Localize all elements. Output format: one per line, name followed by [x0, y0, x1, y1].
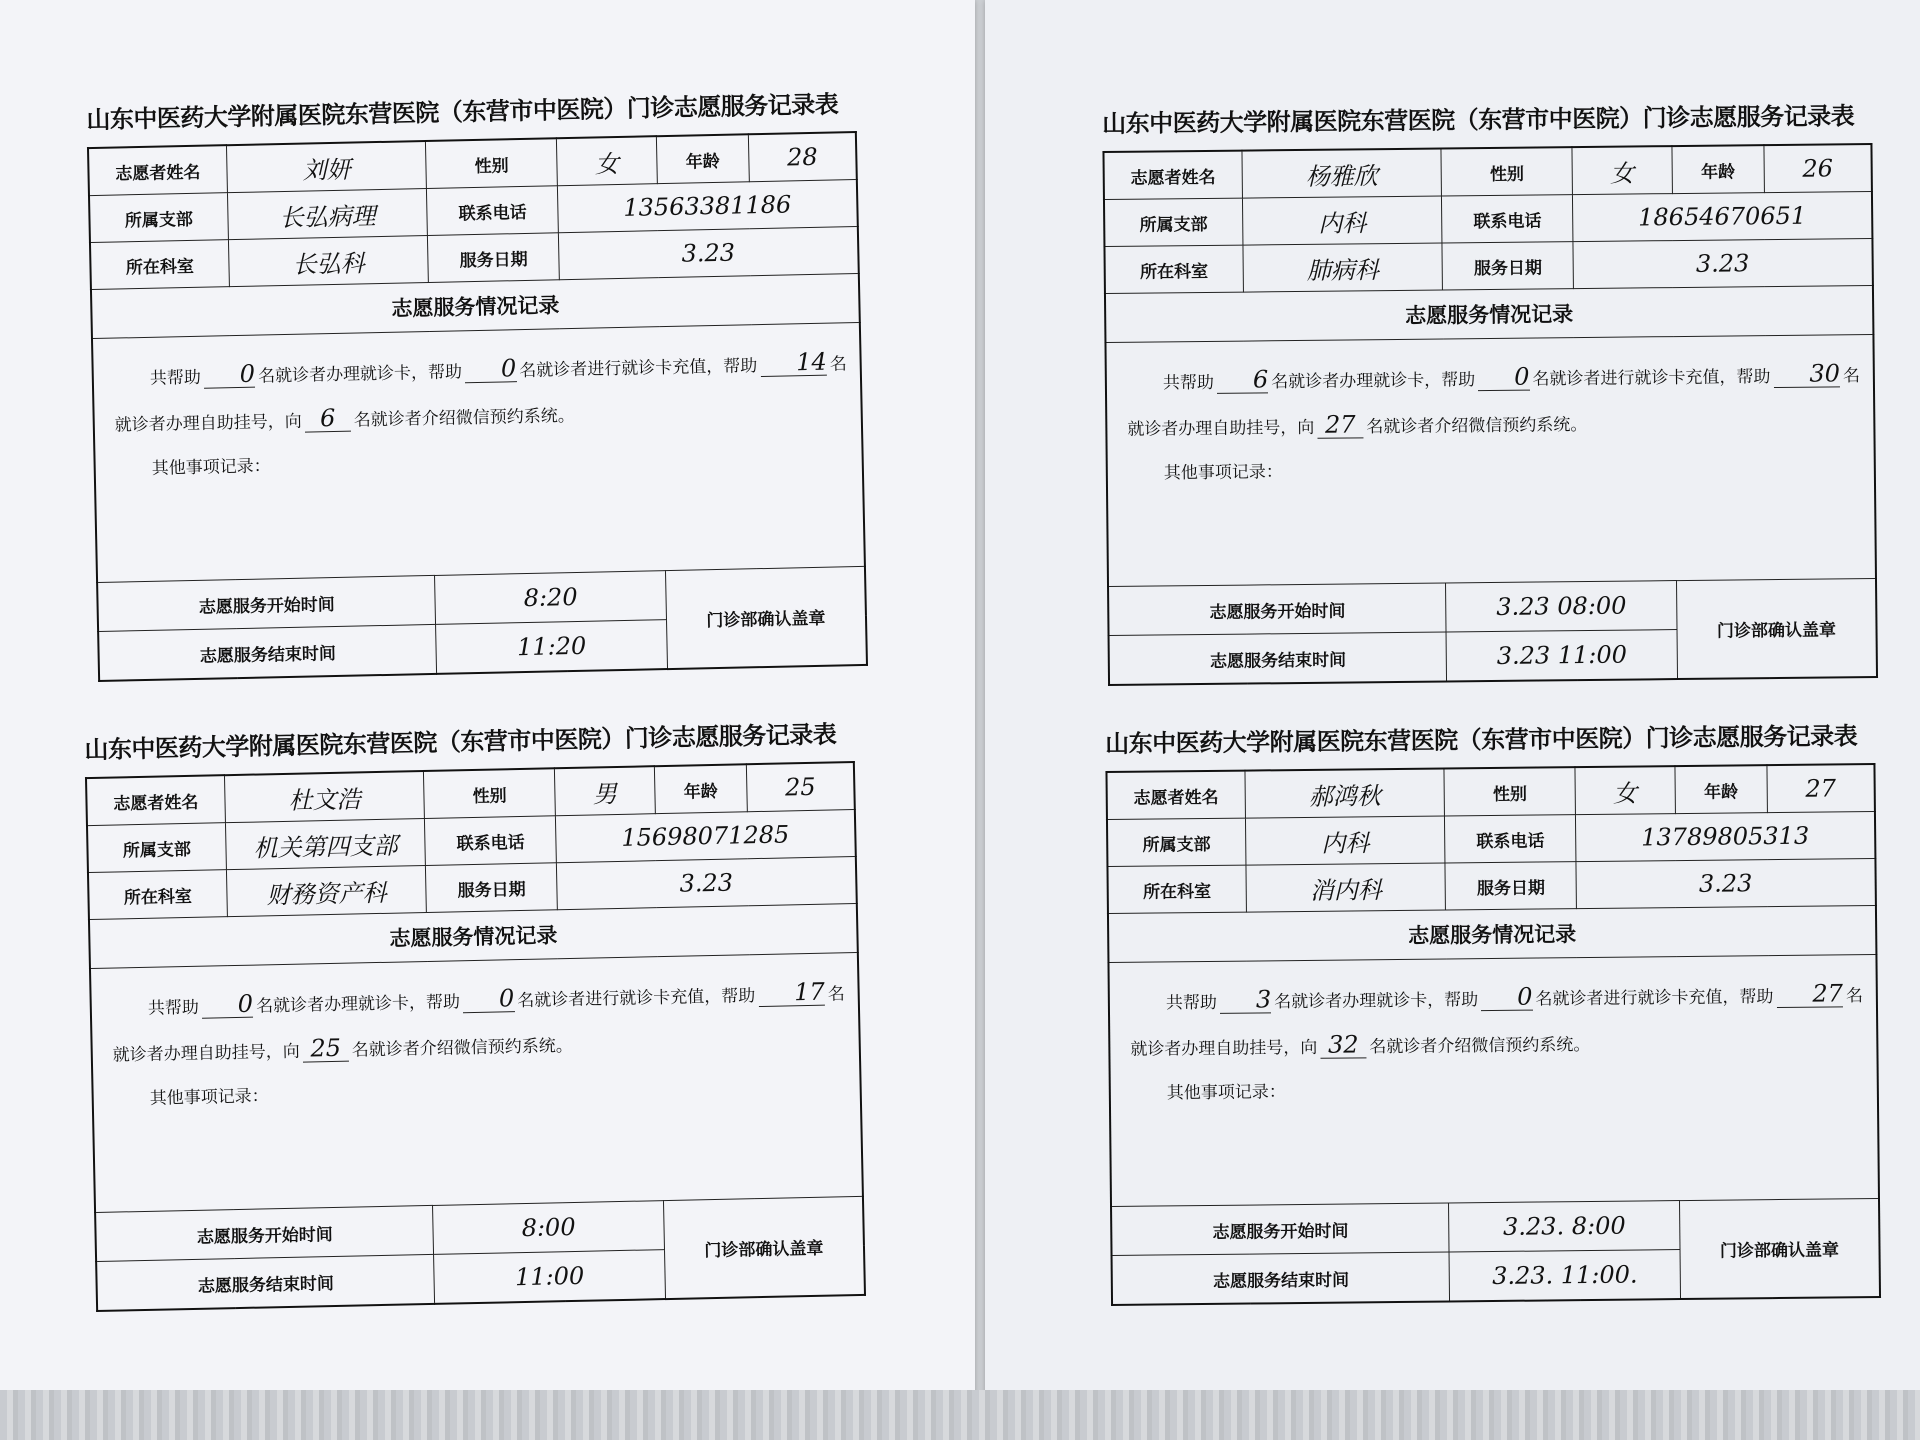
label-age: 年龄: [656, 134, 749, 183]
value-end-time: 11:20: [436, 620, 667, 674]
volunteer-record-form-2: [1102, 96, 1878, 686]
other-notes-label: 其他事项记录：: [149, 1086, 269, 1109]
value-date: 3.23: [556, 856, 856, 909]
value-selfreg: 27: [1776, 980, 1843, 1008]
value-age: 27: [1767, 764, 1875, 813]
label-age: 年龄: [1672, 145, 1765, 193]
section-heading: 志愿服务情况记录: [91, 273, 860, 338]
volunteer-record-form-4: [1105, 716, 1881, 1306]
label-start-time: 志愿服务开始时间: [1108, 583, 1446, 636]
row-branch: [1107, 811, 1875, 866]
label-age: 年龄: [1675, 765, 1768, 813]
label-gender: 性别: [426, 138, 558, 188]
text-t4: 名: [1842, 366, 1861, 387]
value-start-time: 8:20: [435, 571, 666, 625]
stamp-cell: 门诊部确认盖章: [1679, 1198, 1880, 1299]
label-phone: 联系电话: [427, 186, 559, 236]
text-t3: 名就诊者进行就诊卡充值，帮助: [519, 356, 758, 382]
value-branch: 长弘病理: [227, 189, 428, 240]
text-t2: 名就诊者办理就诊卡，帮助: [1274, 990, 1479, 1013]
text-t6: 名就诊者介绍微信预约系统。: [353, 405, 575, 431]
text-t5: 就诊者办理自助挂号，向: [114, 411, 302, 436]
label-start-time: 志愿服务开始时间: [97, 575, 436, 631]
label-date: 服务日期: [1445, 862, 1576, 910]
label-gender: 性别: [424, 768, 556, 818]
service-record-text: [92, 322, 865, 582]
label-date: 服务日期: [1442, 242, 1573, 290]
record-line-2: [1130, 1019, 1856, 1073]
text-t1: 共帮助: [149, 367, 202, 389]
row-record-body: [92, 322, 865, 582]
stamp-cell: 门诊部确认盖章: [1676, 578, 1877, 679]
value-phone: 15698071285: [555, 810, 855, 863]
label-branch: 所属支部: [87, 823, 226, 873]
value-name: 郝鸿秋: [1245, 768, 1445, 818]
value-start-time: 8:00: [433, 1201, 664, 1255]
record-table: [85, 761, 866, 1312]
text-t2: 名就诊者办理就诊卡，帮助: [255, 992, 461, 1017]
stamp-cell: 门诊部确认盖章: [665, 566, 867, 669]
text-t3: 名就诊者进行就诊卡充值，帮助: [517, 986, 756, 1012]
label-phone: 联系电话: [1445, 815, 1576, 863]
row-start-time: [1111, 1198, 1879, 1255]
value-dept: 消内科: [1246, 863, 1446, 912]
value-wechat: 32: [1320, 1031, 1366, 1058]
label-dept: 所在科室: [88, 870, 227, 920]
value-gender: 男: [554, 766, 655, 816]
text-t6: 名就诊者介绍微信预约系统。: [351, 1035, 573, 1061]
value-selfreg: 30: [1773, 360, 1840, 388]
value-end-time: 11:00: [434, 1250, 665, 1304]
value-age: 25: [746, 762, 855, 812]
row-name: [1103, 144, 1871, 200]
service-record-text: [1105, 334, 1876, 586]
value-end-time: 3.23 11:00: [1446, 630, 1677, 682]
value-date: 3.23: [558, 226, 858, 279]
record-table: [1105, 763, 1881, 1306]
section-heading: 志愿服务情况记录: [1108, 905, 1876, 962]
value-recharge: 0: [463, 985, 515, 1013]
row-dept: [1107, 858, 1875, 913]
label-gender: 性别: [1441, 147, 1572, 196]
value-age: 26: [1764, 144, 1872, 193]
label-dept: 所在科室: [90, 240, 229, 290]
label-age: 年龄: [654, 764, 747, 813]
value-selfreg: 17: [758, 979, 825, 1007]
value-name: 刘妍: [226, 141, 427, 193]
row-name: [1106, 764, 1874, 820]
value-age: 28: [748, 132, 857, 182]
text-t6: 名就诊者介绍微信预约系统。: [1369, 1034, 1591, 1058]
text-t1: 共帮助: [1162, 372, 1215, 394]
label-end-time: 志愿服务结束时间: [1109, 632, 1447, 685]
row-start-time: [1108, 578, 1876, 635]
label-dept: 所在科室: [1107, 865, 1246, 913]
label-name: 志愿者姓名: [88, 145, 227, 195]
text-t6: 名就诊者介绍微信预约系统。: [1366, 414, 1588, 438]
service-record-text: [1108, 954, 1879, 1206]
label-branch: 所属支部: [1107, 818, 1246, 866]
value-selfreg: 14: [760, 349, 827, 377]
label-date: 服务日期: [426, 863, 558, 913]
text-t2: 名就诊者办理就诊卡，帮助: [1271, 370, 1476, 393]
label-phone: 联系电话: [425, 816, 557, 866]
text-t4: 名: [827, 984, 846, 1005]
text-t2: 名就诊者办理就诊卡，帮助: [257, 362, 463, 387]
value-recharge: 0: [1478, 364, 1530, 392]
form-title: 山东中医药大学附属医院东营医院（东营市中医院）门诊志愿服务记录表: [86, 89, 839, 135]
value-name: 杜文浩: [224, 771, 425, 823]
value-end-time: 3.23. 11:00.: [1449, 1250, 1680, 1302]
value-name: 杨雅欣: [1242, 148, 1442, 198]
service-record-text: [90, 952, 863, 1212]
value-wechat: 6: [304, 405, 351, 433]
text-t1: 共帮助: [1165, 992, 1218, 1014]
record-line-1: [1127, 353, 1861, 407]
value-branch: 内科: [1242, 196, 1442, 245]
text-t5: 就诊者办理自助挂号，向: [112, 1041, 300, 1066]
row-section-head: [1105, 285, 1873, 342]
value-dept: 长弘科: [228, 235, 429, 286]
value-gender: 女: [556, 136, 657, 186]
label-date: 服务日期: [428, 233, 560, 283]
value-phone: 13789805313: [1575, 811, 1875, 861]
label-end-time: 志愿服务结束时间: [1112, 1252, 1450, 1305]
record-table: [87, 131, 868, 682]
value-dept: 财務资产科: [226, 865, 427, 916]
value-cards: 6: [1217, 366, 1269, 394]
floor-background: [0, 1390, 1920, 1440]
record-line-2: [1127, 399, 1853, 453]
value-phone: 18654670651: [1572, 191, 1872, 241]
row-record-body: [90, 952, 863, 1212]
label-end-time: 志愿服务结束时间: [96, 1254, 435, 1311]
label-start-time: 志愿服务开始时间: [95, 1205, 434, 1261]
row-dept: [1104, 238, 1872, 293]
label-gender: 性别: [1444, 767, 1575, 816]
volunteer-record-form-3: [84, 714, 866, 1312]
record-table: [1102, 143, 1878, 686]
label-name: 志愿者姓名: [1103, 151, 1242, 200]
label-phone: 联系电话: [1442, 195, 1573, 243]
label-start-time: 志愿服务开始时间: [1111, 1203, 1449, 1256]
value-start-time: 3.23. 8:00: [1449, 1201, 1680, 1252]
label-name: 志愿者姓名: [1106, 771, 1245, 820]
row-record-body: [1105, 334, 1876, 586]
volunteer-record-form-1: [86, 84, 868, 682]
text-t3: 名就诊者进行就诊卡充值，帮助: [1532, 367, 1771, 390]
stamp-cell: 门诊部确认盖章: [663, 1196, 865, 1299]
row-record-body: [1108, 954, 1879, 1206]
text-t5: 就诊者办理自助挂号，向: [1130, 1037, 1318, 1060]
value-branch: 内科: [1245, 816, 1445, 865]
value-recharge: 0: [1481, 984, 1533, 1012]
value-cards: 3: [1220, 986, 1272, 1014]
value-wechat: 27: [1317, 411, 1363, 438]
value-phone: 13563381186: [557, 180, 857, 233]
row-section-head: [1108, 905, 1876, 962]
label-name: 志愿者姓名: [86, 775, 225, 825]
value-date: 3.23: [1573, 238, 1873, 288]
other-notes-label: 其他事项记录：: [1163, 462, 1283, 484]
form-title: 山东中医药大学附属医院东营医院（东营市中医院）门诊志愿服务记录表: [1105, 721, 1858, 759]
label-branch: 所属支部: [89, 193, 228, 243]
label-end-time: 志愿服务结束时间: [98, 624, 437, 681]
label-branch: 所属支部: [1104, 198, 1243, 246]
text-t5: 就诊者办理自助挂号，向: [1127, 417, 1315, 440]
form-title: 山东中医药大学附属医院东营医院（东营市中医院）门诊志愿服务记录表: [1102, 101, 1855, 139]
section-heading: 志愿服务情况记录: [1105, 285, 1873, 342]
value-branch: 机关第四支部: [225, 819, 426, 870]
text-t3: 名就诊者进行就诊卡充值，帮助: [1535, 987, 1774, 1010]
other-notes-label: 其他事项记录：: [151, 456, 271, 479]
value-start-time: 3.23 08:00: [1446, 581, 1677, 632]
text-t1: 共帮助: [147, 997, 200, 1019]
other-notes-label: 其他事项记录：: [1166, 1082, 1286, 1104]
value-dept: 肺病科: [1243, 243, 1443, 292]
value-cards: 0: [201, 991, 253, 1019]
form-title: 山东中医药大学附属医院东营医院（东营市中医院）门诊志愿服务记录表: [84, 719, 837, 765]
value-date: 3.23: [1576, 858, 1876, 908]
label-dept: 所在科室: [1104, 245, 1243, 293]
text-t4: 名: [1845, 986, 1864, 1007]
value-recharge: 0: [465, 355, 517, 383]
section-heading: 志愿服务情况记录: [89, 903, 858, 968]
text-t4: 名: [829, 354, 848, 375]
value-cards: 0: [203, 361, 255, 389]
row-branch: [1104, 191, 1872, 246]
record-line-1: [1130, 973, 1864, 1027]
value-wechat: 25: [302, 1035, 349, 1063]
value-gender: 女: [1575, 766, 1675, 815]
value-gender: 女: [1572, 146, 1672, 195]
